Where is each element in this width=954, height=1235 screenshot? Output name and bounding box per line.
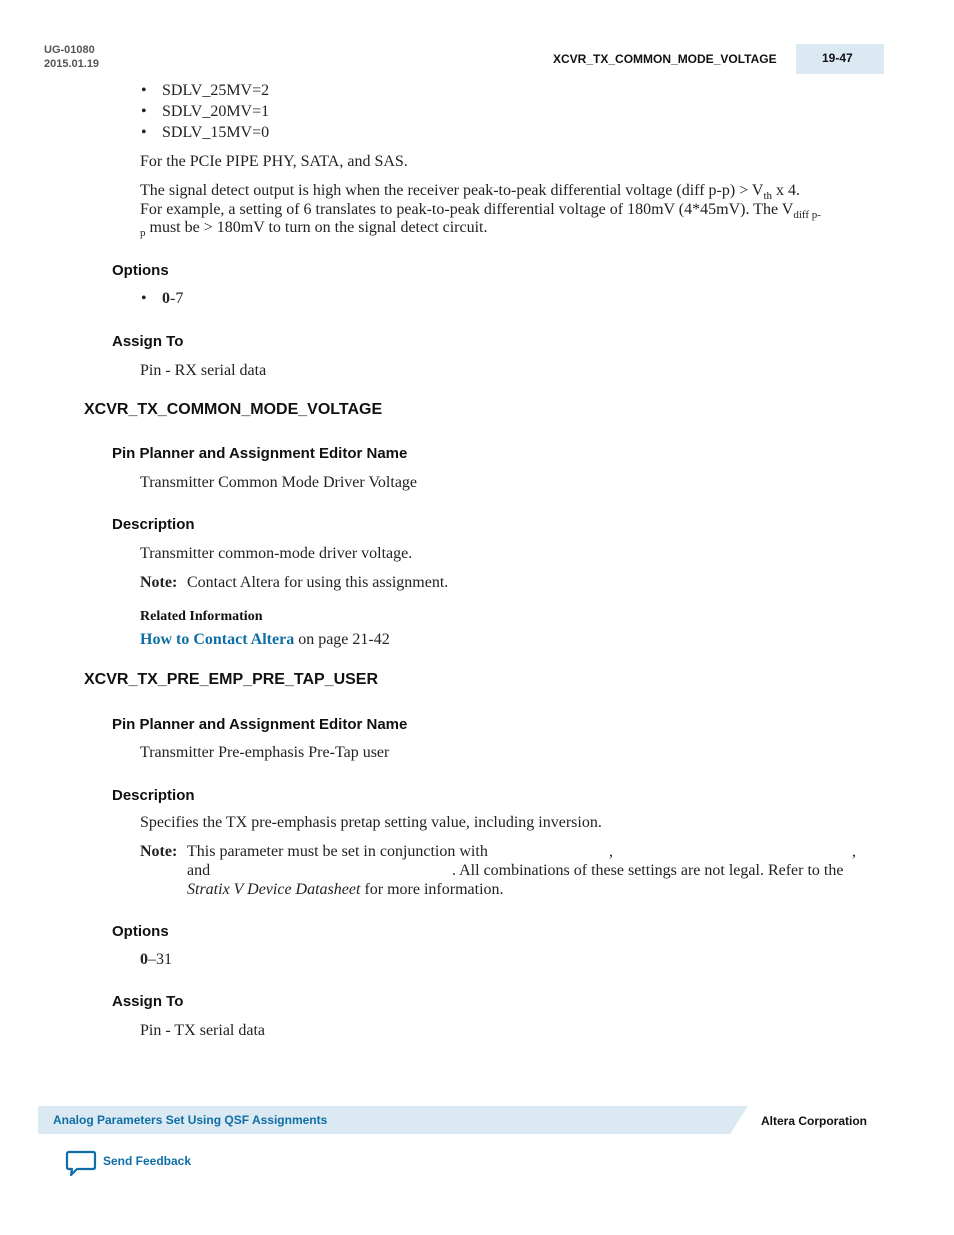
bullet-item: • SDLV_15MV=0	[162, 124, 269, 142]
feedback-icon[interactable]	[65, 1150, 97, 1178]
bullet-item: • SDLV_20MV=1	[162, 103, 269, 121]
footer-chapter-link[interactable]: Analog Parameters Set Using QSF Assignments	[53, 1113, 328, 1127]
note-comma: ,	[852, 843, 856, 860]
options-value: • 0-7	[162, 290, 183, 308]
note-line2-and: and	[187, 862, 211, 879]
paragraph-signal-detect-line2: For example, a setting of 6 translates to peak-to-peak differential voltage of 180mV (4*45mV). The $V_{diff p-}$	[140, 201, 821, 222]
note-line1: This parameter must be set in conjunction with	[187, 843, 488, 860]
header-section-title: XCVR_TX_COMMON_MODE_VOLTAGE	[553, 52, 777, 66]
send-feedback-link[interactable]: Send Feedback	[103, 1154, 192, 1168]
description-heading: Description	[112, 516, 195, 533]
description-heading: Description	[112, 787, 195, 804]
assign-to-heading: Assign To	[112, 333, 184, 350]
related-info-heading: Related Information	[140, 609, 263, 624]
pin-planner-heading: Pin Planner and Assignment Editor Name	[112, 716, 408, 733]
note-label: Note:	[140, 843, 178, 860]
section-title: XCVR_TX_PRE_EMP_PRE_TAP_USER	[84, 671, 379, 688]
document-id: UG-01080	[44, 44, 95, 56]
how-to-contact-altera-link[interactable]: How to Contact Altera	[140, 631, 295, 648]
bullet-item: • SDLV_25MV=2	[162, 82, 269, 100]
paragraph-pcie: For the PCIe PIPE PHY, SATA, and SAS.	[140, 153, 408, 170]
related-info: How to Contact Altera on page 21-42	[140, 631, 390, 648]
pin-planner-heading: Pin Planner and Assignment Editor Name	[112, 445, 408, 462]
paragraph-signal-detect-line3: $_p$ must be > 180mV to turn on the signal detect circuit.	[140, 219, 488, 240]
options-value: 0–31	[140, 951, 172, 968]
paragraph-signal-detect-line1: The signal detect output is high when the receiver peak-to-peak differential voltage (diff $p-p) > V_{th}$ x 4.	[140, 182, 801, 203]
header-page-number: 19-47	[796, 44, 884, 74]
section-title: XCVR_TX_COMMON_MODE_VOLTAGE	[84, 401, 383, 418]
options-heading: Options	[112, 923, 169, 940]
assign-to-value: Pin - TX serial data	[140, 1022, 266, 1039]
pin-planner-value: Transmitter Pre-emphasis Pre-Tap user	[140, 744, 390, 761]
note-label: Note:	[140, 574, 178, 591]
assign-to-value: Pin - RX serial data	[140, 362, 267, 379]
description-value: Specifies the TX pre-emphasis pretap setting value, including inversion.	[140, 814, 602, 831]
options-heading: Options	[112, 262, 169, 279]
note-text: Contact Altera for using this assignment.	[187, 574, 449, 591]
assign-to-heading: Assign To	[112, 993, 184, 1010]
document-id-block	[44, 43, 99, 71]
note-line3: Stratix V Device Datasheet for more information.	[187, 881, 504, 898]
description-value: Transmitter common-mode driver voltage.	[140, 545, 413, 562]
note-line2: . All combinations of these settings are not legal. Refer to the	[452, 862, 844, 879]
note-comma: ,	[609, 843, 613, 860]
footer-company: Altera Corporation	[761, 1114, 868, 1128]
pin-planner-value: Transmitter Common Mode Driver Voltage	[140, 474, 418, 491]
document-date: 2015.01.19	[44, 58, 100, 70]
note	[140, 574, 177, 592]
